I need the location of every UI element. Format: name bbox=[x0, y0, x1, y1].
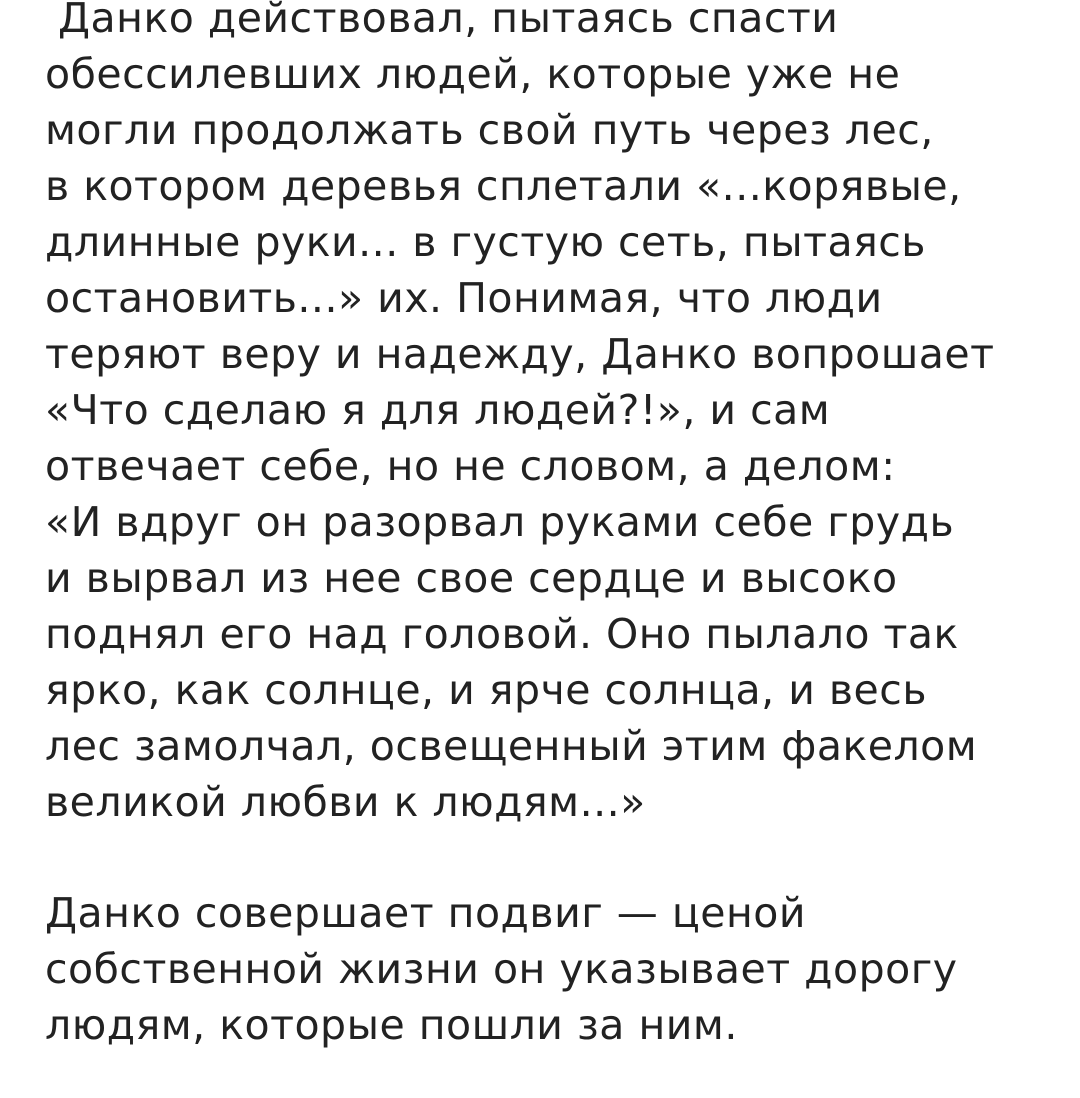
text-line: в котором деревья сплетали «...корявые, bbox=[45, 162, 962, 210]
paragraph-2 bbox=[45, 885, 958, 1053]
text-line: длинные руки... в густую сеть, пытаясь bbox=[45, 218, 926, 266]
text-line: ярко, как солнце, и ярче солнца, и весь bbox=[45, 666, 927, 714]
text-line: «И вдруг он разорвал руками себе грудь bbox=[45, 498, 955, 546]
text-line: собственной жизни он указывает дорогу bbox=[45, 945, 958, 993]
document-text bbox=[45, 0, 1065, 1098]
text-line: Данко действовал, пытаясь спасти bbox=[58, 0, 839, 42]
text-line: и вырвал из нее свое сердце и высоко bbox=[45, 554, 898, 602]
text-line: лес замолчал, освещенный этим факелом bbox=[45, 722, 978, 770]
paragraph-1 bbox=[45, 0, 995, 830]
text-line: остановить...» их. Понимая, что люди bbox=[45, 274, 883, 322]
text-line: великой любви к людям...» bbox=[45, 778, 646, 826]
text-line: обессилевших людей, которые уже не bbox=[45, 50, 901, 98]
text-line: поднял его над головой. Оно пылало так bbox=[45, 610, 959, 658]
text-line: Данко совершает подвиг — ценой bbox=[45, 889, 806, 937]
text-line: могли продолжать свой путь через лес, bbox=[45, 106, 934, 154]
text-line: отвечает себе, но не словом, а делом: bbox=[45, 442, 896, 490]
text-line: людям, которые пошли за ним. bbox=[45, 1001, 738, 1049]
text-line: «Что сделаю я для людей?!», и сам bbox=[45, 386, 831, 434]
text-line: теряют веру и надежду, Данко вопрошает bbox=[45, 330, 995, 378]
